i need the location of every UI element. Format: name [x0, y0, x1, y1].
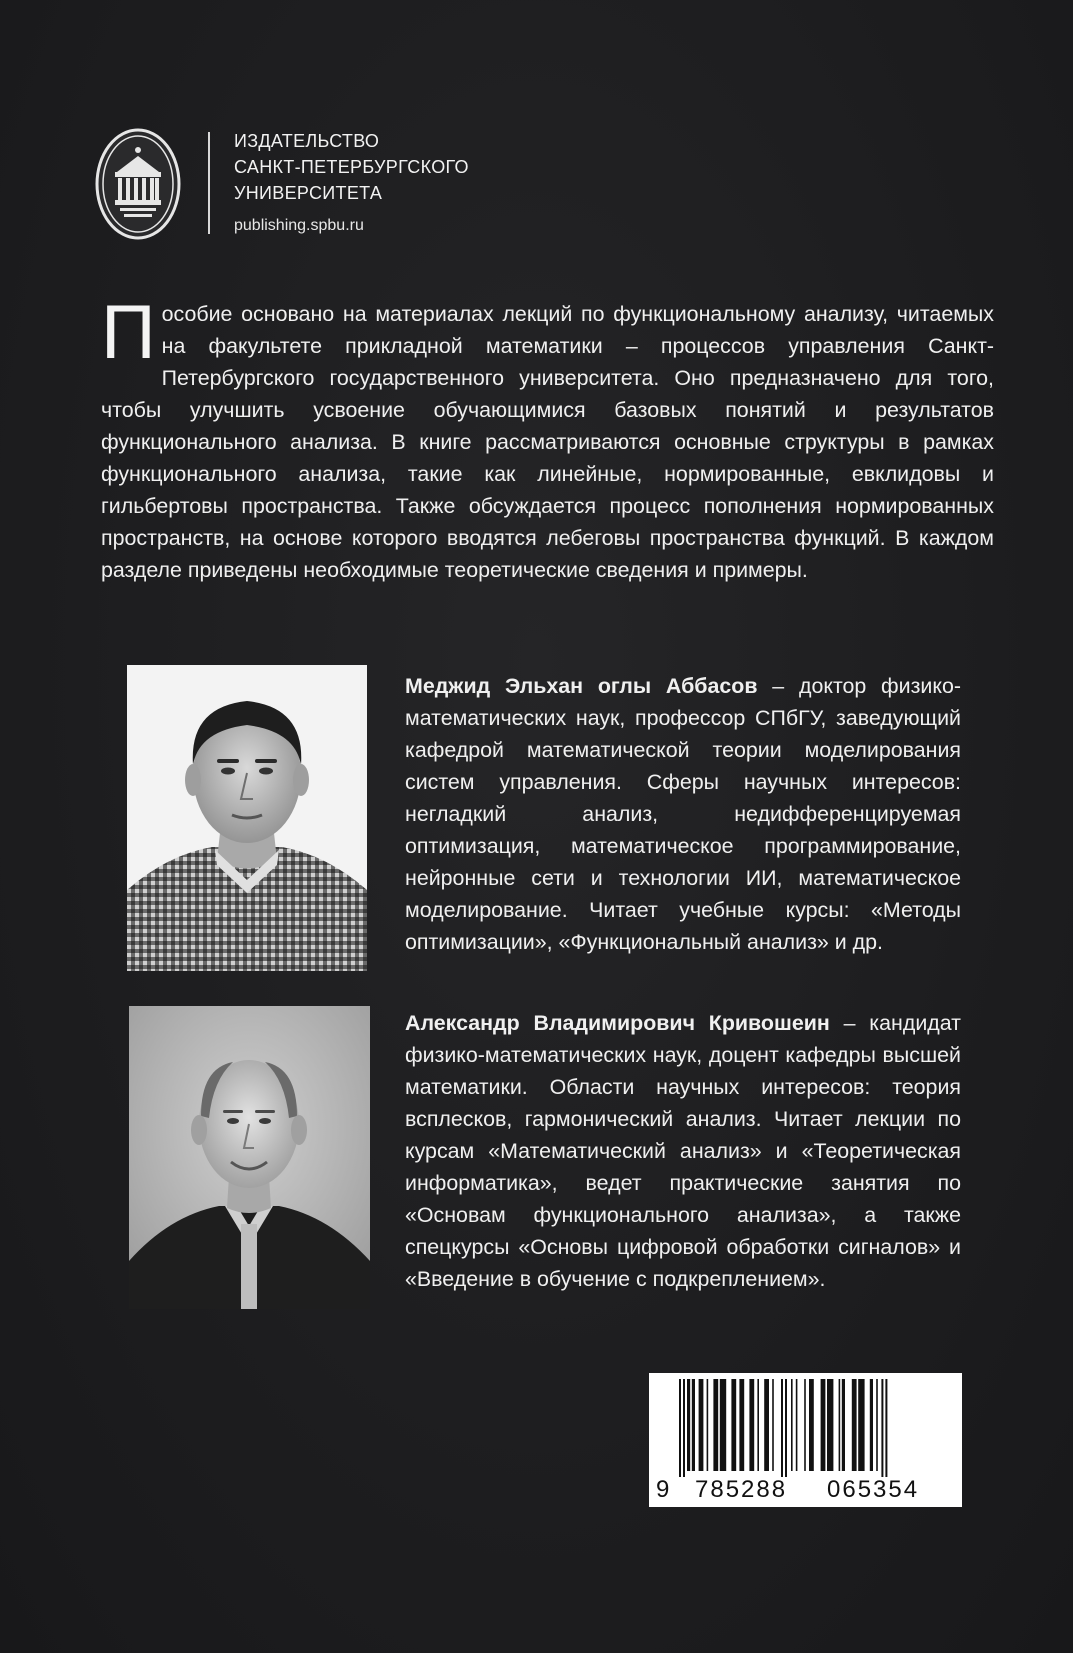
barcode-digits: [649, 1475, 962, 1505]
barcode-bar: [809, 1379, 814, 1471]
publisher-name: [234, 128, 469, 206]
publisher-name-line-2: САНКТ-ПЕТЕРБУРГСКОГО: [234, 157, 469, 177]
publisher-name-line-3: УНИВЕРСИТЕТА: [234, 183, 383, 203]
barcode-bar: [739, 1379, 744, 1471]
barcode-bar: [881, 1379, 883, 1477]
barcode-bar: [827, 1379, 833, 1471]
barcode-bar: [842, 1379, 845, 1471]
barcode-first-digit: 9: [656, 1476, 670, 1503]
author-bio-2: [405, 1007, 961, 1295]
author-photo-2: [129, 1006, 370, 1309]
barcode-bar: [683, 1379, 685, 1477]
barcode-bar: [707, 1379, 709, 1471]
barcode-bar: [731, 1379, 736, 1471]
book-annotation: [101, 290, 994, 586]
barcode-bar: [781, 1379, 783, 1477]
barcode-bar: [720, 1379, 726, 1471]
barcode-bar: [692, 1379, 695, 1471]
annotation-text: особие основано на материалах лекций по функциональному анализу, читаемых на факультете прикладной математики – процессов управления Санкт-Петербургского государственного университета. Оно предназначено для того, чтобы улучшить усвоение обучающимися базовых понятий и результатов функционального анализа. В книге рассматриваются основные структуры в рамках функционального анализа, такие как линейные, нормированные, евклидовы и гильбертовы пространства. Также обсуждается процесс пополнения нормированных пространств, на основе которого вводятся лебеговы пространства функций. В каждом разделе приведены необходимые теоретические сведения и примеры.: [101, 302, 994, 582]
barcode-bar: [858, 1379, 864, 1471]
barcode-bar: [852, 1379, 857, 1471]
isbn-barcode: [649, 1373, 962, 1507]
barcode-bar: [796, 1379, 798, 1471]
barcode-bar: [687, 1379, 690, 1471]
barcode-bar: [839, 1379, 841, 1471]
barcode-bar: [764, 1379, 769, 1471]
barcode-bar: [870, 1379, 873, 1471]
author-name-2: Александр Владимирович Кривошеин: [405, 1011, 830, 1035]
barcode-group-1: 785288: [695, 1476, 788, 1503]
author-bio-text-2: – кандидат физико-математических наук, доцент кафедры высшей математики. Области научных интересов: теория всплесков, гармонический анализ. Читает лекции по курсам «Математический анализ» и «Теоретическая информатика», ведет практические занятия по «Основам функционального анализа», а также спецкурсы «Основы цифровой обработки сигналов» и «Введение в обучение с подкреплением».: [405, 1011, 961, 1291]
barcode-bar: [791, 1379, 793, 1471]
barcode-bar: [757, 1379, 759, 1471]
university-seal-logo: [95, 128, 181, 240]
barcode-bars: [649, 1373, 962, 1477]
publisher-url[interactable]: publishing.spbu.ru: [234, 217, 364, 234]
barcode-bar: [749, 1379, 754, 1471]
author-bio-text-1: – доктор физико-математических наук, профессор СПбГУ, заведующий кафедрой математической теории моделирования систем управления. Сферы научных интересов: негладкий анализ, недифференцируемая оптимизация, математическое программирование, нейронные сети и технологии ИИ, математическое моделирование. Читает учебные курсы: «Методы оптимизации», «Функциональный анализ» и др.: [405, 674, 961, 954]
author-name-1: Меджид Эльхан оглы Аббасов: [405, 674, 758, 698]
author-bio-1: [405, 670, 961, 958]
annotation-dropcap: П: [101, 290, 156, 375]
barcode-bar: [713, 1379, 718, 1471]
publisher-divider: [208, 132, 210, 234]
barcode-group-2: 065354: [827, 1476, 920, 1503]
barcode-bar: [804, 1379, 806, 1471]
publisher-block: [95, 128, 515, 248]
barcode-bar: [785, 1379, 787, 1477]
barcode-bar: [699, 1379, 704, 1471]
barcode-bar: [876, 1379, 878, 1471]
barcode-bar: [772, 1379, 774, 1471]
barcode-bar: [679, 1379, 681, 1477]
publisher-name-line-1: ИЗДАТЕЛЬСТВО: [234, 131, 380, 151]
barcode-bar: [821, 1379, 826, 1471]
author-photo-1: [127, 665, 367, 971]
barcode-bar: [885, 1379, 887, 1477]
